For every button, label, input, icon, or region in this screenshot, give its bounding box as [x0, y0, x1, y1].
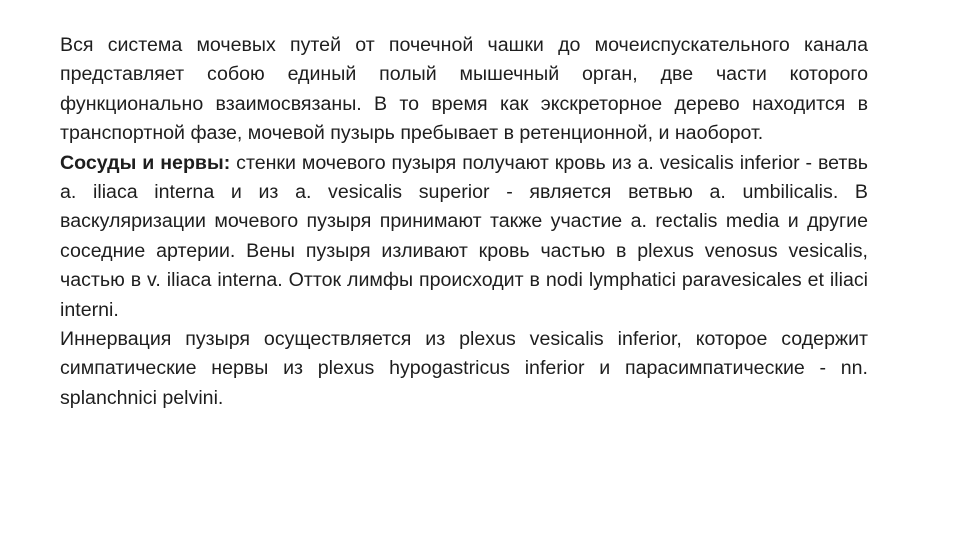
paragraph-urinary-system: Вся система мочевых путей от почечной чашки до мочеиспускательного канала представляет собою единый полый мышечный орган, две части которого функционально взаимосвязаны. В то время как экскреторное дерево находится в транспортной фазе, мочевой пузырь пребывает в ретенционной, и наоборот.: [60, 34, 868, 145]
section-heading-vessels-nerves: Сосуды и нервы:: [60, 151, 231, 174]
paragraph-innervation: Иннервация пузыря осуществляется из plexus vesicalis inferior, которое содержит симпатические нервы из plexus hypogastricus inferior и парасимпатические - nn. splanchnici pelvini.: [60, 328, 868, 409]
paragraph-vessels-nerves: [60, 149, 868, 325]
text-body: [60, 31, 868, 413]
paragraph-vessels-nerves-text: стенки мочевого пузыря получают кровь из a. vesicalis inferior - ветвь a. iliaca interna и из a. vesicalis superior - является ветвью a. umbilicalis. В васкуляризации мочевого пузыря принимают также участие a. rectalis media и другие соседние артерии. Вены пузыря изливают кровь частью в plexus venosus vesicalis, частью в v. iliaca interna. Отток лимфы происходит в nodi lymphatici paravesicales et iliaci interni.: [60, 151, 869, 321]
